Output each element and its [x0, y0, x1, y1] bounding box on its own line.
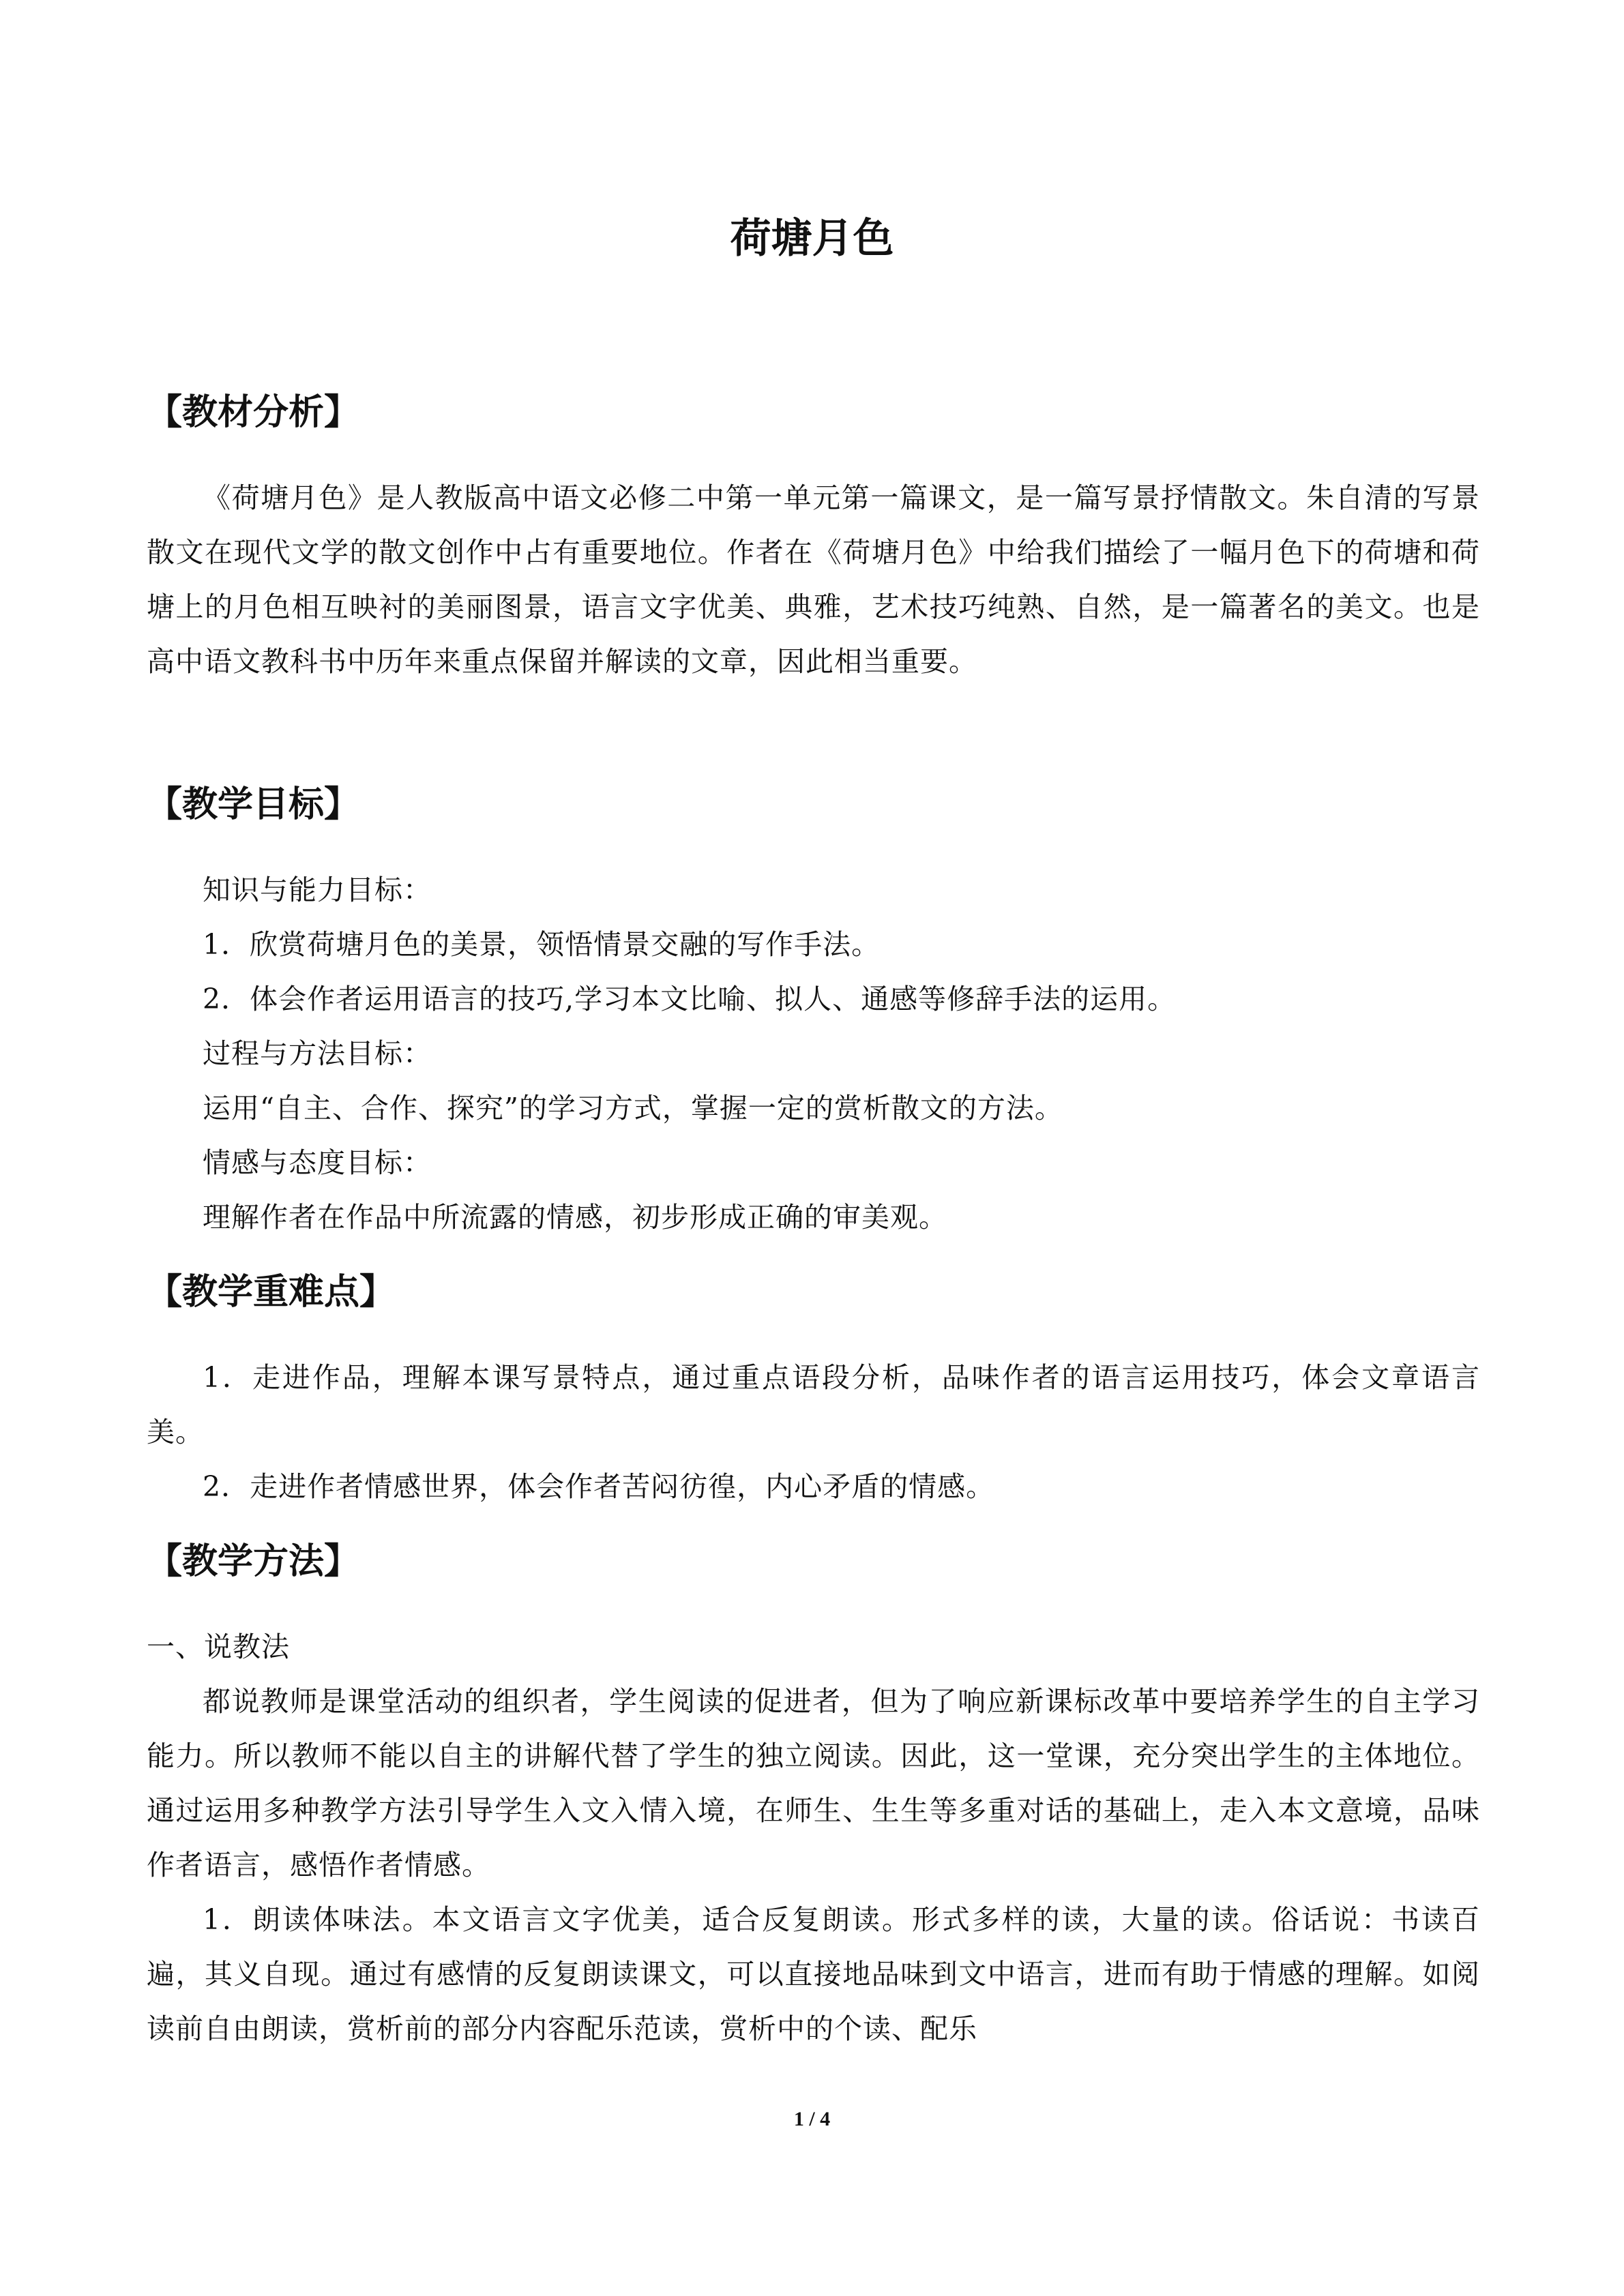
section-heading-goals: 【教学目标】: [147, 784, 360, 825]
section-heading-methods: 【教学方法】: [147, 1541, 360, 1582]
methods-paragraph: 1．朗读体味法。本文语言文字优美，适合反复朗读。形式多样的读，大量的读。俗话说：书读百遍，其义自现。通过有感情的反复朗读课文，可以直接地品味到文中语言，进而有助于情感的理解。如阅读前自由朗读，赏析前的部分内容配乐范读，赏析中的个读、配乐: [147, 1903, 1480, 2045]
section-heading-key-points: 【教学重难点】: [147, 1272, 396, 1313]
goal-line: 过程与方法目标：: [203, 1037, 432, 1070]
page-number: 1 / 4: [793, 2108, 831, 2130]
methods-sub-heading: 一、说教法: [147, 1630, 290, 1663]
key-point-paragraph: 1．走进作品，理解本课写景特点，通过重点语段分析，品味作者的语言运用技巧，体会文章语言美。: [147, 1361, 1480, 1448]
goal-line: 理解作者在作品中所流露的情感，初步形成正确的审美观。: [203, 1201, 947, 1234]
goal-line: 情感与态度目标：: [203, 1146, 432, 1179]
goal-line: 1．欣赏荷塘月色的美景，领悟情景交融的写作手法。: [203, 928, 881, 961]
goal-line: 2．体会作者运用语言的技巧,学习本文比喻、拟人、通感等修辞手法的运用。: [203, 983, 1177, 1015]
key-point-paragraph: 2．走进作者情感世界，体会作者苦闷彷徨，内心矛盾的情感。: [203, 1470, 995, 1503]
analysis-paragraph: 《荷塘月色》是人教版高中语文必修二中第一单元第一篇课文，是一篇写景抒情散文。朱自清的写景散文在现代文学的散文创作中占有重要地位。作者在《荷塘月色》中给我们描绘了一幅月色下的荷塘和荷塘上的月色相互映衬的美丽图景，语言文字优美、典雅，艺术技巧纯熟、自然，是一篇著名的美文。也是高中语文教科书中历年来重点保留并解读的文章，因此相当重要。: [147, 481, 1480, 678]
methods-paragraph: 都说教师是课堂活动的组织者，学生阅读的促进者，但为了响应新课标改革中要培养学生的自主学习能力。所以教师不能以自主的讲解代替了学生的独立阅读。因此，这一堂课，充分突出学生的主体地位。通过运用多种教学方法引导学生入文入情入境，在师生、生生等多重对话的基础上，走入本文意境，品味作者语言，感悟作者情感。: [147, 1685, 1480, 1881]
section-heading-analysis: 【教材分析】: [147, 392, 360, 433]
goal-line: 知识与能力目标：: [203, 874, 432, 906]
page-title: 荷塘月色: [730, 215, 894, 263]
goal-line: 运用“自主、合作、探究”的学习方式，掌握一定的赏析散文的方法。: [203, 1092, 1063, 1124]
